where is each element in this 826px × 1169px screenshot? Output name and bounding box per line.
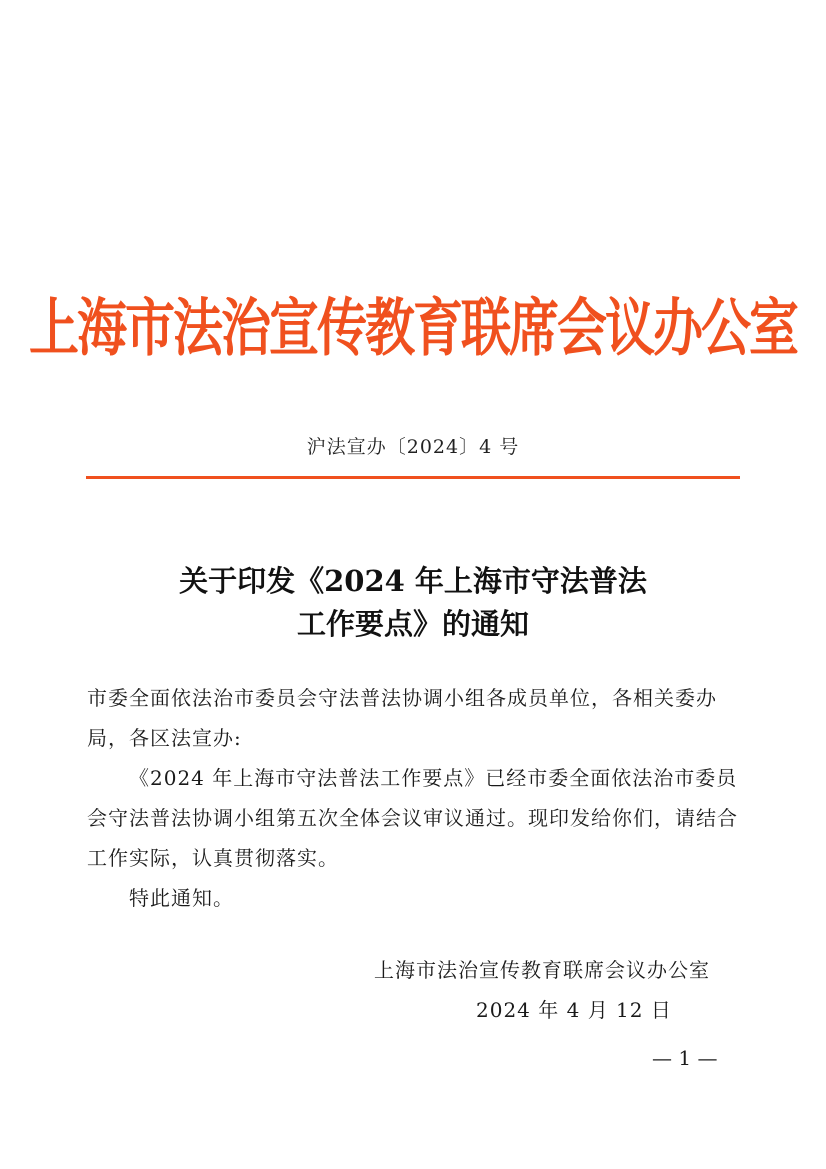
signature-date: 2024 年 4 月 12 日: [476, 998, 672, 1022]
red-separator-line: [86, 476, 740, 479]
main-paragraph: 《2024 年上海市守法普法工作要点》已经市委全面依法治市委员会守法普法协调小组第五次全体会议审议通过。现印发给你们，请结合工作实际，认真贯彻落实。: [87, 766, 738, 870]
addressee-paragraph: 市委全面依法治市委员会守法普法协调小组各成员单位，各相关委办局，各区法宣办:: [87, 686, 717, 750]
closing-line: 特此通知。: [129, 886, 234, 910]
document-title-line-1: 关于印发《2024 年上海市守法普法: [179, 564, 647, 598]
document-title: [0, 560, 826, 646]
document-title-line-2: 工作要点》的通知: [296, 607, 529, 641]
issuing-organization-header: 上海市法治宣传教育联席会议办公室: [29, 290, 797, 365]
signature-organization: 上海市法治宣传教育联席会议办公室: [374, 958, 710, 982]
page-number: — 1 —: [652, 1046, 718, 1070]
document-number: 沪法宣办〔2024〕4 号: [306, 436, 520, 458]
